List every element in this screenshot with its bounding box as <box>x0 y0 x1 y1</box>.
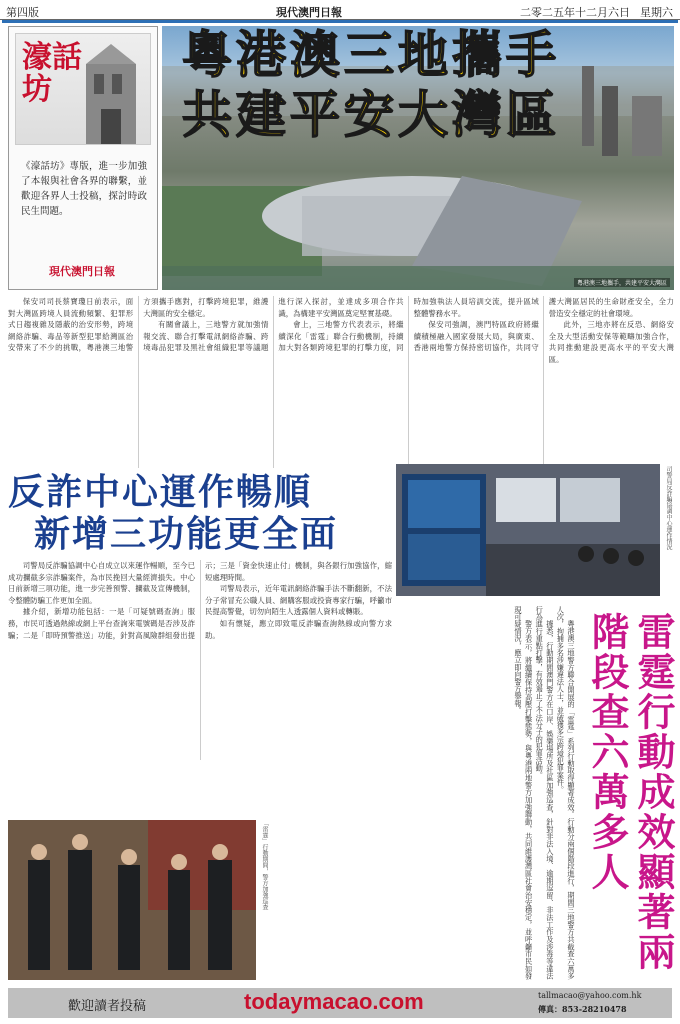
paper-name: 現代澳門日報 <box>276 6 342 19</box>
article-1 <box>8 296 674 468</box>
article-1-paragraph: 此外，三地亦將在反恐、網絡安全及大型活動安保等範疇加強合作，共同推動建設更高水平的平安大灣區。 <box>548 320 674 364</box>
control-room-illustration <box>396 464 660 596</box>
footer-email[interactable]: tallmacao@yahoo.com.hk <box>538 991 642 1000</box>
column-logo-text: 濠話坊 <box>22 40 82 107</box>
headline-1-line-2: 共建平安大灣區 <box>182 85 560 144</box>
column-logo <box>15 33 151 145</box>
article-2-paragraph: 司警局反詐騙協調中心自成立以來運作暢順，至今已成功攔截多宗詐騙案件，為市民挽回大量經濟損失。中心日前新增三項功能，進一步完善預警、攔截及宣傳機制，令整體防騙工作更加全面。 <box>8 561 195 605</box>
article-2-paragraph: 據介紹，新增功能包括：一是「可疑號碼查詢」服務，市民可透過熱線或網上平台查詢來電號碼是否涉及詐騙；二是「即時預警推送」功能，針對高風險群組發出提示；三是「資金快速止付」機制，與各銀行加強協作，縮短處理時間。 <box>8 561 392 640</box>
page-header <box>0 0 680 20</box>
footer-welcome: 歡迎讀者投稿 <box>68 999 147 1014</box>
footer-bar <box>8 988 672 1018</box>
article-2 <box>8 560 392 760</box>
footer-fax: 傳真：853-28210478 <box>538 1004 627 1014</box>
article-1-paragraph: 保安司強調，澳門特區政府將繼續積極融入國家發展大局，與廣東、香港兩地警方保持密切協作，共同守護大灣區居民的生命財產安全，全力營造安全穩定的社會環境。 <box>413 297 674 353</box>
article-1-paragraph: 有關會議上，三地警方就加強情報交流、聯合打擊電訊網絡詐騙、跨境毒品犯罪及黑社會組織犯罪等議題進行深入探討，並達成多項合作共識，為構建平安灣區奠定堅實基礎。 <box>143 297 404 353</box>
control-room-photo <box>396 464 660 596</box>
article-2-paragraph: 司警局表示，近年電訊網絡詐騙手法不斷翻新，不法分子常冒充公職人員、網購客服或投資專家行騙，呼籲市民提高警覺，切勿向陌生人透露個人資料或轉賬。 <box>205 584 392 617</box>
column-box <box>8 26 158 290</box>
photo-1-caption: 粵港澳三地攜手，共建平安大灣區 <box>574 278 670 287</box>
column-blurb: 《濠話坊》專版，進一步加強了本報與社會各界的聯繫，並歡迎各界人士投稿，探討時政民生問題。 <box>21 161 147 217</box>
headline-3: 雷霆行動成效顯著兩階段查六萬多人 <box>585 612 676 972</box>
column-signature: 現代澳門日報 <box>49 265 115 278</box>
photo-3-caption: 「雷霆」行動期間，警方加強巡查 <box>261 820 268 910</box>
article-3 <box>400 606 576 980</box>
article-2-paragraph: 如有懷疑，應立即致電反詐騙查詢熱線或向警方求助。 <box>205 618 392 640</box>
issue-date: 二零二五年十二月六日 <box>520 6 630 19</box>
article-3-paragraph: 據悉，行動期間澳門警方在口岸、娛樂場所及社區加強巡查，針對非法入境、逾期逗留、非法工作及涉毒等違法行為進行重點打擊，有效遏止了不法分子的犯罪活動。 <box>535 606 555 980</box>
headline-2-line-1: 反詐中心運作暢順 <box>8 471 313 513</box>
police-patrol-photo <box>8 820 256 980</box>
article-3-paragraph: 警方表示，將繼續保持高壓打擊態勢，與粵港兩地警方加強聯動，共同維護灣區社會治安穩定，並呼籲市民如發現可疑情況，應立即向警方舉報。 <box>514 606 534 980</box>
footer-website[interactable]: todaymacao.com <box>244 989 424 1014</box>
headline-1-line-1: 粵港澳三地攜手 <box>182 26 560 84</box>
weekday: 星期六 <box>640 6 673 19</box>
article-1-paragraph: 保安司司長蔡寶瓊日前表示，面對大灣區跨境人員流動頻繁、犯罪形式日趨複雜及隱蔽的治安形勢，跨境網絡詐騙、毒品等新型犯罪給灣區治安帶來了不少的挑戰，粵港澳三地警方須攜手應對，打擊跨境犯罪，維護大灣區的安全穩定。 <box>8 297 269 353</box>
photo-2-caption: 司警局反詐騙協調中心運作情況 <box>665 466 672 550</box>
police-patrol-illustration <box>8 820 256 980</box>
page-number: 第四版 <box>6 6 39 19</box>
article-3-paragraph: 粵港澳三地警方聯合開展的「雷霆」系列行動取得顯著成效。行動分兩個階段進行，期間三地警方共截查六萬多人次，拘捕多名涉嫌違法人士，並破獲多宗跨境犯罪案件。 <box>556 606 576 980</box>
article-1-paragraph: 會上，三地警方代表表示，將繼續深化「雷霆」聯合行動機制，持續加大對各類跨境犯罪的打擊力度，同時加強執法人員培訓交流，提升區域整體警務水平。 <box>278 297 539 353</box>
aerial-photo <box>162 26 674 290</box>
headline-2-line-2: 新增三功能更全面 <box>34 513 339 555</box>
header-rule <box>2 20 678 23</box>
